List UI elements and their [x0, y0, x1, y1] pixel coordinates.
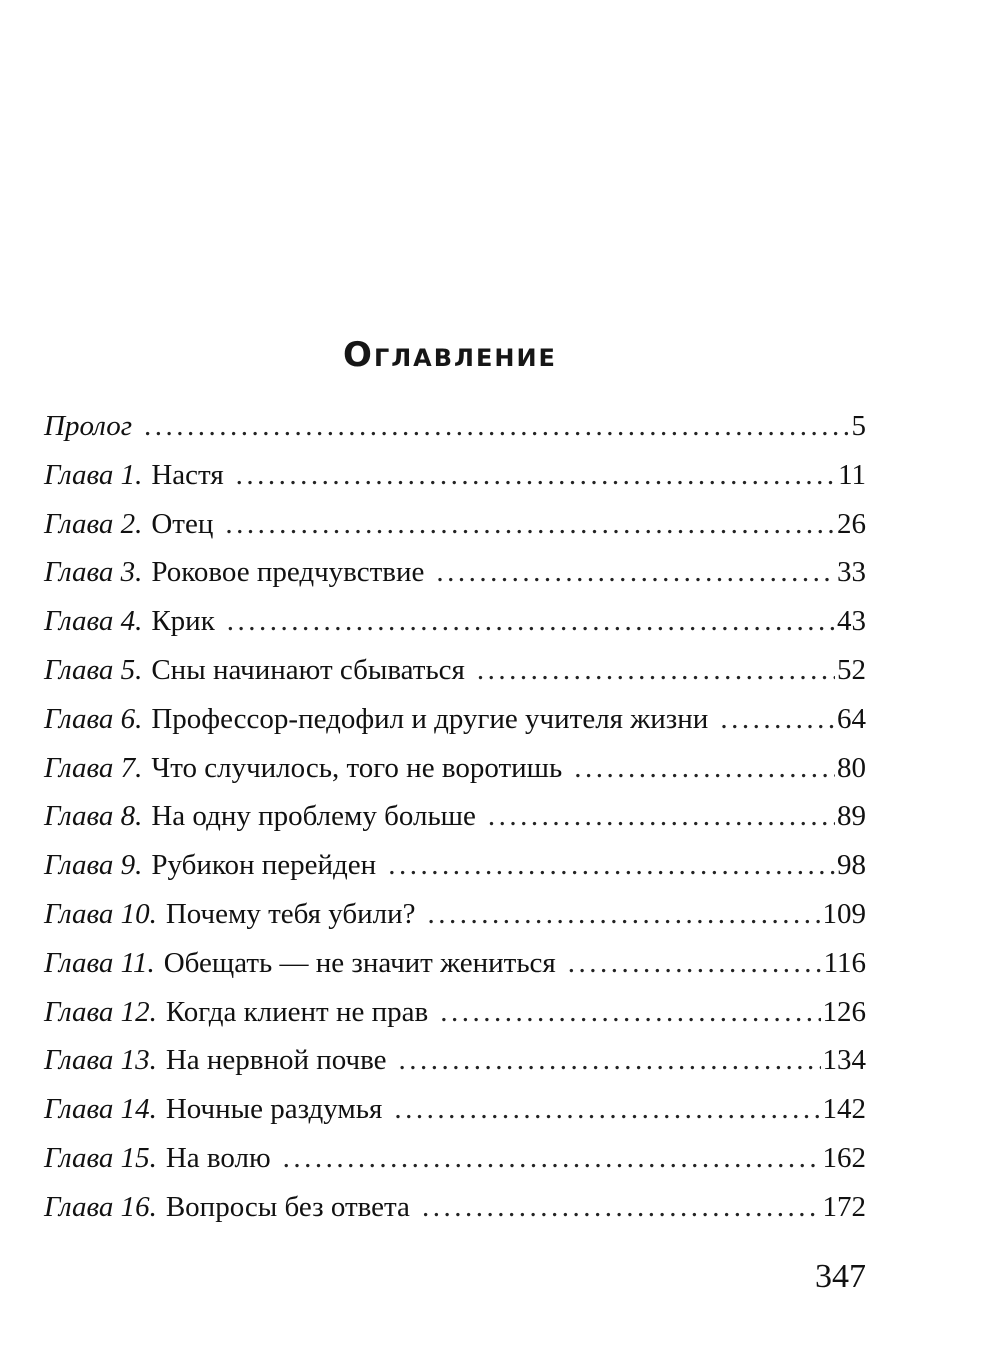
page-number: 33 [837, 556, 866, 589]
chapter-label: Глава 5. [44, 653, 143, 686]
toc-entry[interactable] [44, 695, 866, 744]
toc-entry[interactable] [44, 548, 866, 597]
dot-leader [488, 792, 835, 841]
chapter-label: Глава 10. [44, 897, 157, 930]
chapter-label: Глава 12. [44, 995, 157, 1028]
toc-entry[interactable] [44, 500, 866, 549]
chapter-title: Вопросы без ответа [165, 1190, 410, 1223]
dot-leader [388, 841, 835, 890]
toc-entry[interactable] [44, 841, 866, 890]
chapter-title: На одну проблему больше [151, 800, 476, 833]
dot-leader [440, 988, 820, 1037]
chapter-title: Рубикон перейден [151, 849, 377, 882]
chapter-label: Глава 11. [44, 946, 155, 979]
chapter-title: Что случилось, того не воротишь [151, 751, 563, 784]
chapter-label: Глава 3. [44, 556, 143, 589]
page-number: 26 [837, 507, 866, 540]
chapter-title: На волю [165, 1141, 271, 1174]
page-number: 64 [837, 702, 866, 735]
dot-leader [227, 597, 835, 646]
chapter-label: Глава 13. [44, 1044, 157, 1077]
dot-leader [574, 744, 835, 793]
chapter-title: Роковое предчувствие [151, 556, 425, 589]
dot-leader [283, 1134, 821, 1183]
chapter-title: Настя [151, 458, 224, 491]
dot-leader [394, 1085, 820, 1134]
page-number: 80 [837, 751, 866, 784]
toc-entry[interactable] [44, 451, 866, 500]
chapter-label: Глава 14. [44, 1093, 157, 1126]
chapter-label: Глава 1. [44, 458, 143, 491]
chapter-label: Глава 2. [44, 507, 143, 540]
toc-entry[interactable] [44, 1183, 866, 1232]
page-number: 5 [851, 410, 866, 442]
dot-leader [720, 695, 835, 744]
page-number: 162 [822, 1141, 866, 1174]
dot-leader [236, 451, 836, 500]
page-number: 134 [822, 1044, 866, 1077]
chapter-title: Почему тебя убили? [165, 897, 416, 930]
chapter-title: На нервной почве [165, 1044, 387, 1077]
page-number: 52 [837, 653, 866, 686]
dot-leader [428, 890, 821, 939]
chapter-label: Глава 15. [44, 1141, 157, 1174]
toc-entry[interactable] [44, 744, 866, 793]
dot-leader [144, 402, 849, 451]
chapter-label: Глава 9. [44, 849, 143, 882]
chapter-title: Ночные раздумья [165, 1093, 383, 1126]
page-title: Оглавление [343, 334, 557, 375]
chapter-label: Глава 4. [44, 605, 143, 638]
page-number: 11 [838, 458, 866, 491]
chapter-title: Обещать — не значит жениться [163, 946, 556, 979]
dot-leader [477, 646, 835, 695]
toc-entry[interactable] [44, 1134, 866, 1183]
chapter-title: Сны начинают сбываться [151, 653, 465, 686]
chapter-label: Глава 6. [44, 702, 143, 735]
chapter-label: Пролог [44, 410, 133, 442]
toc-entry[interactable] [44, 939, 866, 988]
dot-leader [225, 500, 835, 549]
toc-entry[interactable] [44, 792, 866, 841]
dot-leader [436, 548, 835, 597]
chapter-title: Профессор-педофил и другие учителя жизни [151, 702, 709, 735]
dot-leader [399, 1036, 821, 1085]
page-number: 109 [822, 897, 866, 930]
page-number: 98 [837, 849, 866, 882]
chapter-title: Отец [151, 507, 214, 540]
page-number: 126 [822, 995, 866, 1028]
table-of-contents [44, 402, 866, 1232]
folio-page-number: 347 [815, 1258, 866, 1295]
chapter-title: Крик [151, 605, 215, 638]
toc-entry[interactable] [44, 890, 866, 939]
toc-entry[interactable] [44, 988, 866, 1037]
page-number: 89 [837, 800, 866, 833]
toc-entry[interactable] [44, 597, 866, 646]
chapter-label: Глава 7. [44, 751, 143, 784]
page-number: 172 [822, 1190, 866, 1223]
toc-entry[interactable] [44, 646, 866, 695]
page-number: 43 [837, 605, 866, 638]
page-number: 116 [823, 946, 866, 979]
toc-entry[interactable] [44, 402, 866, 451]
dot-leader [422, 1183, 821, 1232]
toc-entry[interactable] [44, 1085, 866, 1134]
page-number: 142 [822, 1093, 866, 1126]
chapter-label: Глава 8. [44, 800, 143, 833]
toc-entry[interactable] [44, 1036, 866, 1085]
dot-leader [568, 939, 822, 988]
chapter-title: Когда клиент не прав [165, 995, 429, 1028]
chapter-label: Глава 16. [44, 1190, 157, 1223]
